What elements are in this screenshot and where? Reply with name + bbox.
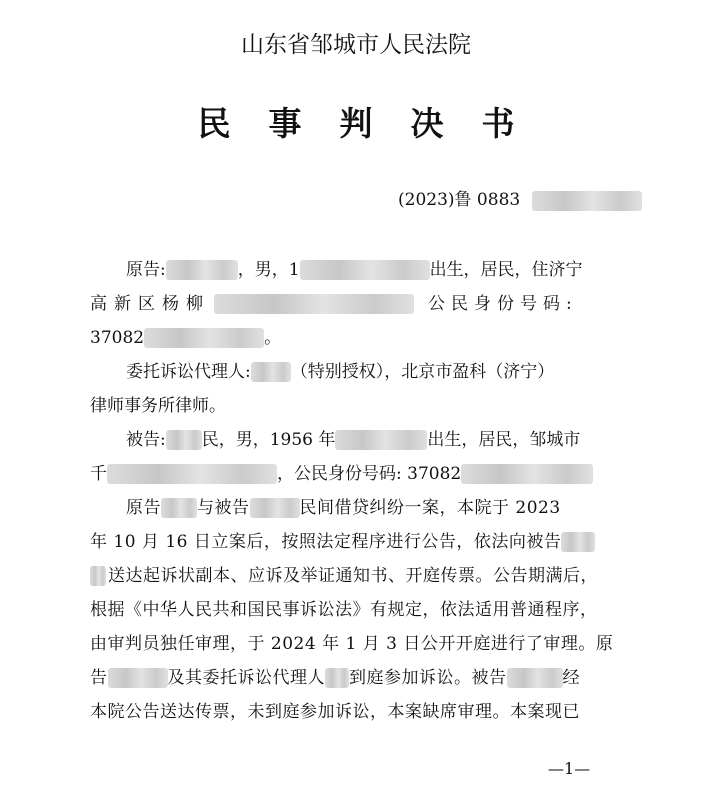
narrative-plaintiff: 原告 (126, 498, 161, 518)
case-narrative (90, 491, 635, 729)
redacted-id-number (144, 328, 264, 348)
defendant-born-resident: 出生，居民，邹城市 (427, 430, 581, 450)
narrative-line6-start: 告 (90, 668, 108, 688)
redacted-defendant-id (461, 464, 593, 484)
defendant-info: 民，男，1956 年 (201, 430, 336, 450)
redacted-defendant (250, 498, 300, 518)
narrative-line2: 年 10 月 16 日立案后，按照法定程序进行公告，依法向被告 (90, 532, 562, 552)
plaintiff-born-resident: 出生，居民，住济宁 (429, 260, 583, 280)
plaintiff-address-start: 高新区杨柳 (90, 294, 210, 314)
narrative-line4: 根据《中华人民共和国民事诉讼法》有规定，依法适用普通程序， (90, 600, 598, 620)
defendant-address-start: 千 (90, 464, 107, 484)
narrative-line3: 送达起诉状副本、应诉及举证通知书、开庭传票。公告期满后， (108, 566, 598, 586)
redacted-agent-2 (325, 668, 349, 688)
plaintiff-id-prefix: 37082 (90, 328, 145, 348)
agent-label: 委托诉讼代理人: (126, 362, 251, 382)
agent-authorization: （特别授权），北京市盈科（济宁） (290, 362, 555, 382)
agent-paragraph (90, 355, 635, 423)
agent-firm: 律师事务所律师。 (90, 396, 226, 416)
case-number (398, 185, 642, 211)
defendant-label: 被告: (126, 430, 166, 450)
document-title: 民事判决书 (197, 104, 553, 143)
narrative-line6-attend: 到庭参加诉讼。被告 (349, 668, 507, 688)
redacted-defendant-address (107, 464, 277, 484)
redacted-birthdate (300, 260, 430, 280)
redacted-agent-name (251, 362, 291, 382)
plaintiff-id-label: 公民身份号码: (428, 294, 578, 314)
redacted-case-number (532, 191, 642, 211)
narrative-line6-agent: 及其委托诉讼代理人 (167, 668, 325, 688)
plaintiff-sex: ，男，1 (237, 260, 300, 280)
redacted-address (214, 294, 414, 314)
redacted-defendant-2 (561, 532, 595, 552)
narrative-with-defendant: 与被告 (197, 498, 250, 518)
redacted-defendant-birth (335, 430, 427, 450)
redacted-defendant-4 (507, 668, 563, 688)
defendant-paragraph (90, 423, 635, 491)
narrative-line6-end: 经 (562, 668, 580, 688)
redacted-name (166, 260, 238, 280)
narrative-line5: 由审判员独任审理，于 2024 年 1 月 3 日公开开庭进行了审理。原 (90, 634, 614, 654)
redacted-defendant-3 (90, 566, 106, 586)
redacted-defendant-name (166, 430, 202, 450)
defendant-id-label: ，公民身份号码: 37082 (277, 464, 462, 484)
redacted-plaintiff-2 (108, 668, 168, 688)
plaintiff-paragraph (90, 253, 635, 355)
case-number-text: (2023)鲁 0883 (398, 190, 521, 210)
narrative-line7: 本院公告送达传票，未到庭参加诉讼，本案缺席审理。本案现已 (90, 702, 580, 722)
plaintiff-id-end: 。 (264, 328, 282, 348)
plaintiff-label: 原告: (126, 260, 166, 280)
page-number: —1— (548, 759, 591, 778)
narrative-line1-end: 民间借贷纠纷一案，本院于 2023 (299, 498, 561, 518)
court-name: 山东省邹城市人民法院 (241, 32, 471, 58)
redacted-plaintiff (161, 498, 197, 518)
